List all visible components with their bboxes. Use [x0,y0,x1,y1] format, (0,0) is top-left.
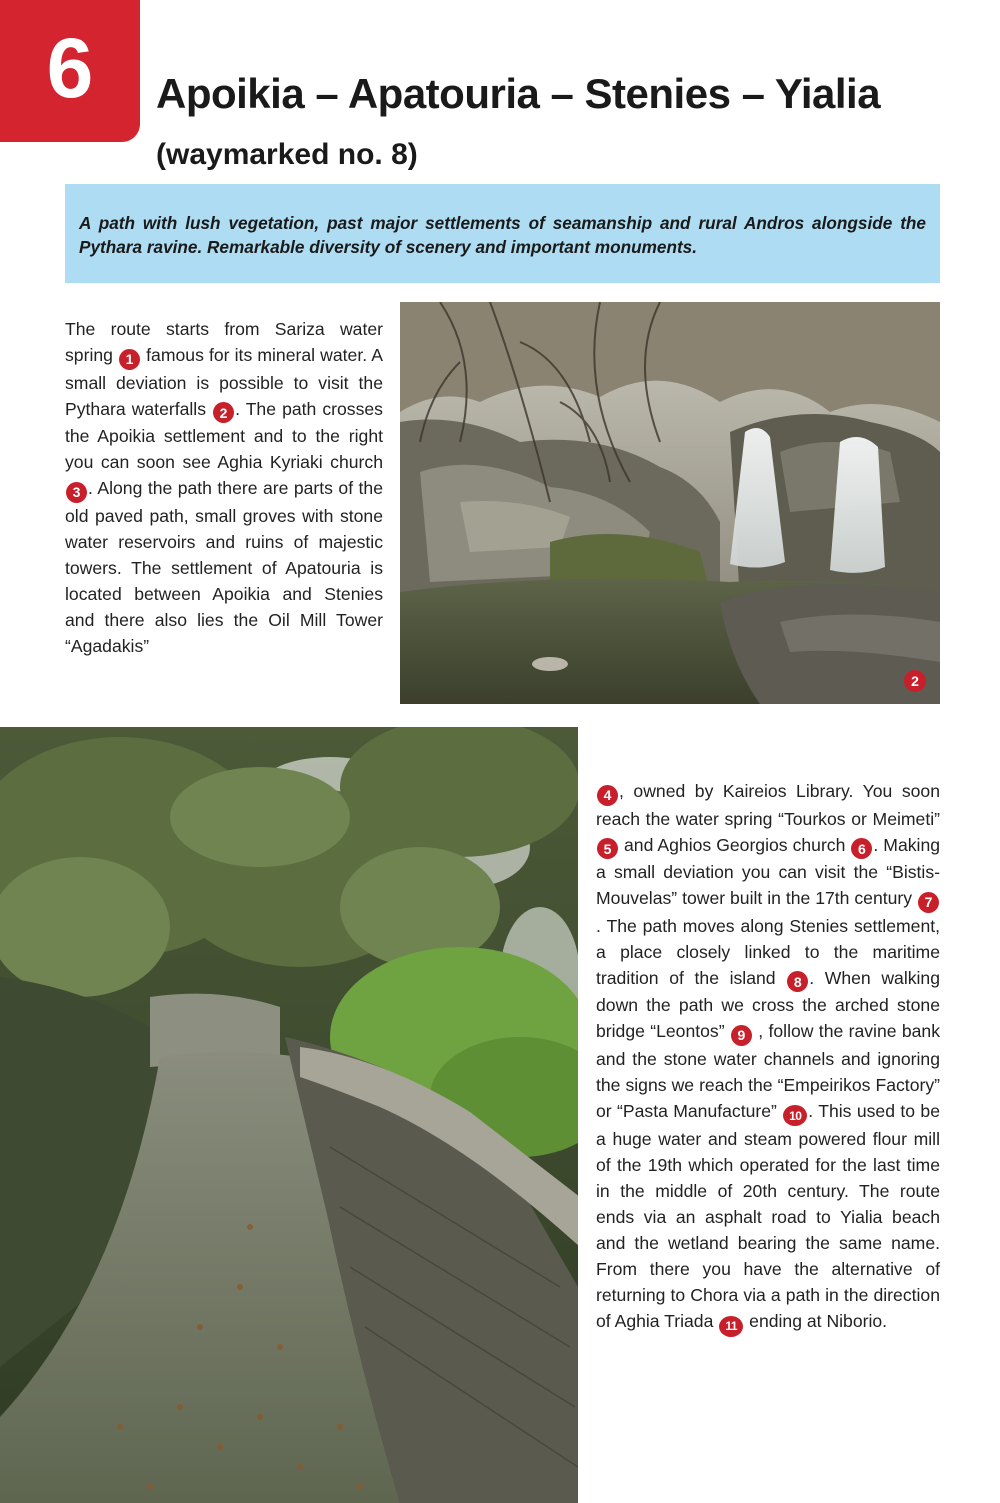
text-segment: famous for its mineral water. A small deviation is possible to visit the Pythara waterfalls [65,345,383,419]
route-text-column-2 [596,778,940,1337]
text-segment: and Aghios Georgios church [624,834,846,855]
route-number: 6 [46,21,94,115]
text-segment: ending at Niborio. [749,1311,888,1331]
text-segment: . Making a small deviation you can visit the “Bistis-Mouvelas” tower built in the 17th century [596,834,941,908]
route-number-badge [0,0,140,142]
point-marker-1: 1 [119,349,140,370]
point-marker-5: 5 [597,838,618,859]
point-marker-4: 4 [597,785,618,806]
point-marker-7: 7 [918,892,939,913]
paragraph-1 [65,316,383,659]
photo-marker-2: 2 [904,670,926,692]
title-main: Apoikia – Apatouria – Stenies – Yialia [156,70,881,117]
point-marker-9: 9 [731,1025,752,1046]
waterfall-illustration [400,302,940,704]
paragraph-2 [596,778,940,1337]
point-marker-10: 10 [783,1105,807,1126]
route-text-column-1 [65,316,383,659]
text-segment: . When walking down the path we cross the arched stone bridge “Leontos” [596,967,940,1041]
waterfall-photo [400,302,940,704]
intro-box [65,184,940,283]
intro-text: A path with lush vegetation, past major settlements of seamanship and rural Andros alongside the Pythara ravine. Remarkable diversity of scenery and important monuments. [79,213,926,257]
text-segment: The route starts from Sariza water spring [65,319,383,365]
page-title [156,66,976,183]
text-segment: . Along the path there are parts of the old paved path, small groves with stone water reservoirs and ruins of majestic towers. The settlement of Apatouria is located between Apoikia and Stenies and there also lies the Oil Mill Tower “Agadakis” [65,478,383,656]
text-segment: , owned by Kaireios Library. You soon reach the water spring “Tourkos or Meimeti” [596,781,940,829]
point-marker-3: 3 [66,482,87,503]
point-marker-6: 6 [851,838,872,859]
path-illustration [0,727,578,1503]
text-segment: . The path crosses the Apoikia settlement and to the right you can soon see Aghia Kyriaki church [65,398,383,472]
text-segment: . The path moves along Stenies settlement, a place closely linked to the maritime tradition of the island [596,915,940,988]
text-segment: . This used to be a huge water and steam powered flour mill of the 19th which operated for the last time in the middle of 20th century. The route ends via an asphalt road to Yialia beach and the wetland bearing the same name. From there you have the alternative of returning to Chora via a path in the direction of Aghia Triada [596,1100,940,1331]
title-suffix: (waymarked no. 8) [156,138,418,171]
text-segment: , follow the ravine bank and the stone water channels and ignoring the signs we reach the “Empeirikos Factory” or “Pasta Manufacture” [596,1021,941,1121]
stone-path-photo [0,727,578,1503]
point-marker-11: 11 [719,1316,743,1337]
point-marker-8: 8 [787,971,808,992]
point-marker-2: 2 [213,402,234,423]
